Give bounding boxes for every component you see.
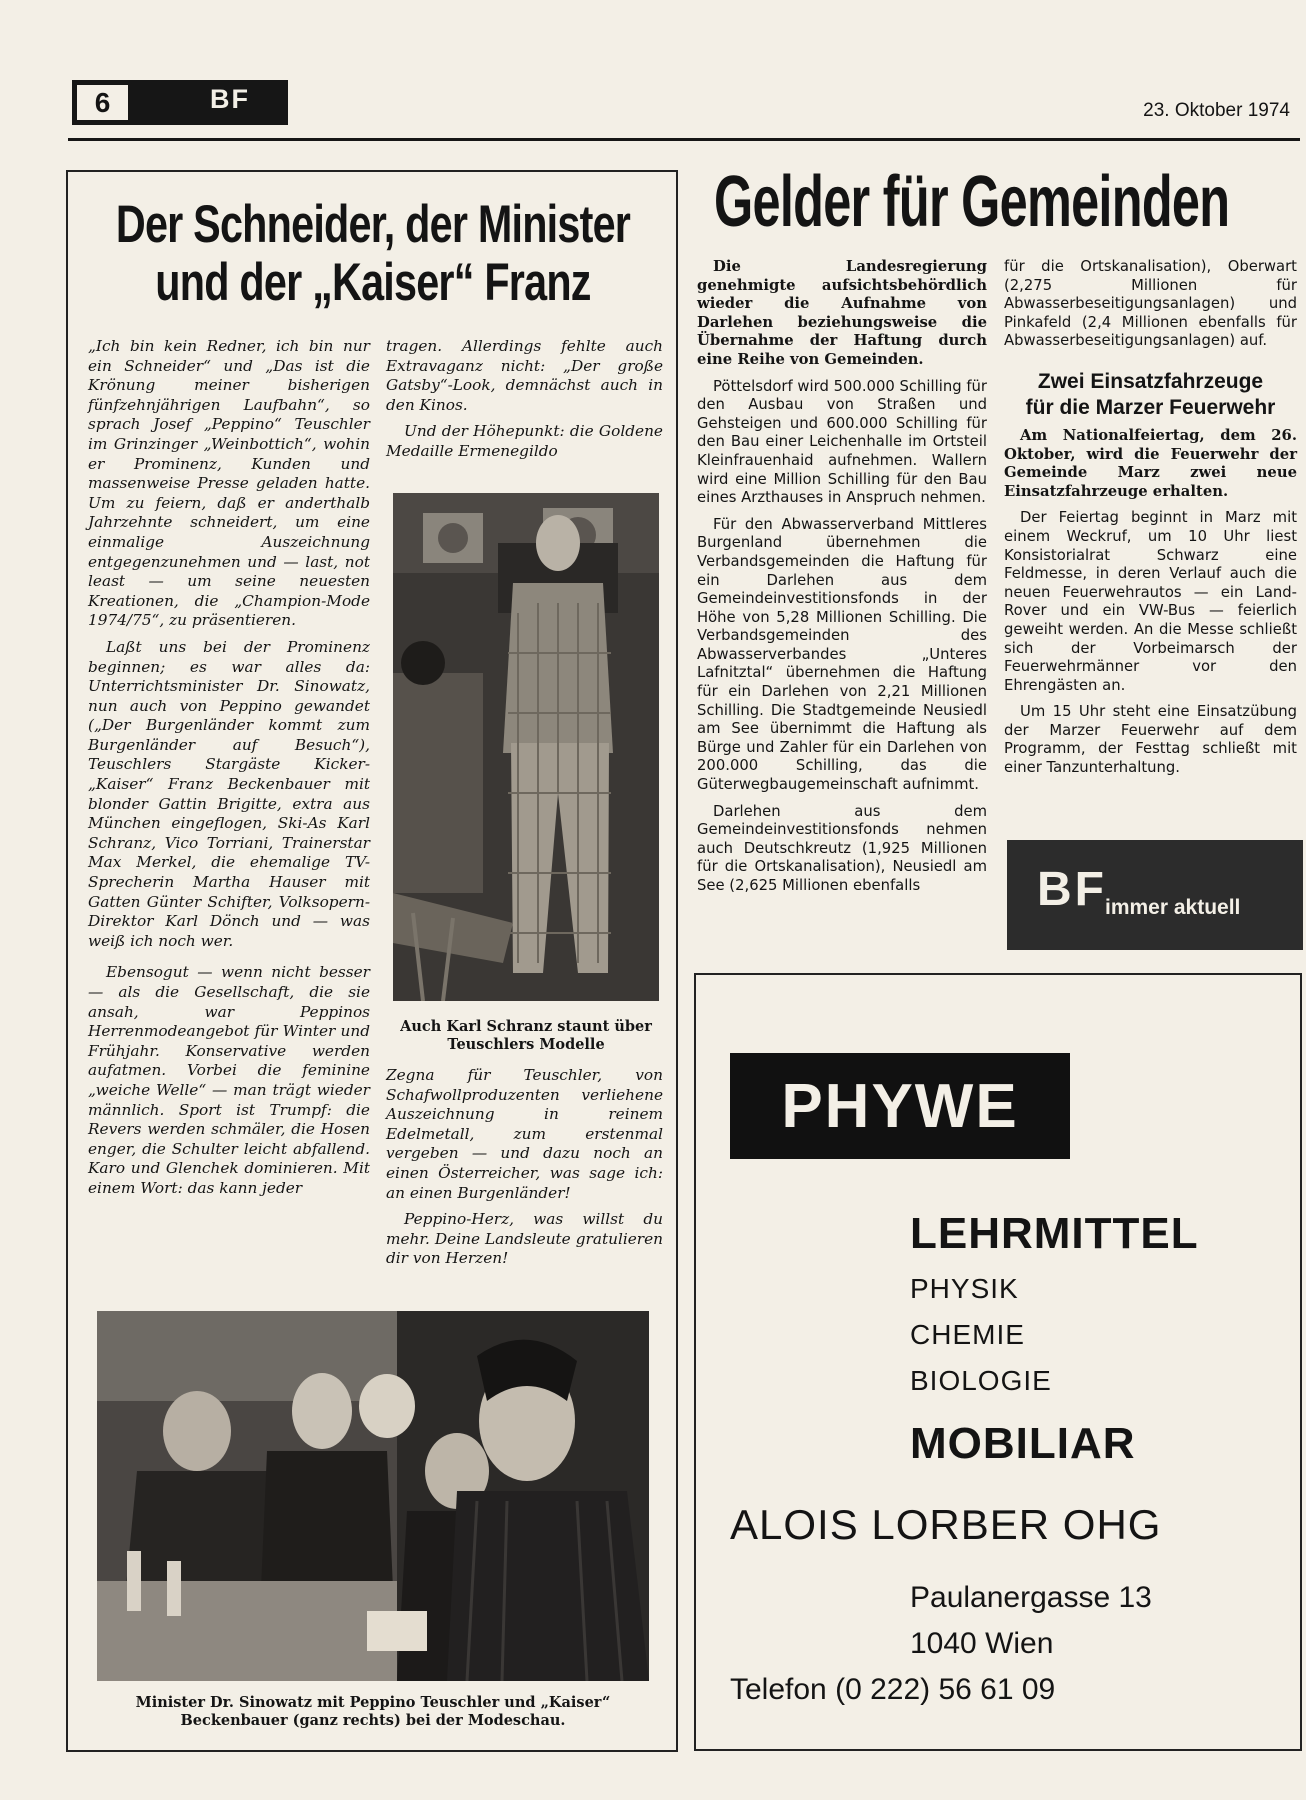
photo-guests: [97, 1311, 649, 1681]
ad-street: Paulanergasse 13: [910, 1581, 1152, 1614]
ad-company-name: ALOIS LORBER OHG: [730, 1501, 1162, 1548]
paragraph: Darlehen aus dem Gemeindeinvestitionsfonds nehmen auch Deutschkreutz (1,925 Millionen für die Ortskanalisation), Neusiedl am See (2,625 Millionen ebenfalls: [697, 802, 987, 894]
photo-caption-2: Minister Dr. Sinowatz mit Peppino Teuschler und „Kaiser“ Beckenbauer (ganz rechts) bei der Modeschau.: [135, 1694, 611, 1729]
paragraph: Laßt uns bei der Prominenz beginnen; es war alles da: Unterrichtsminister Dr. Sinowatz, nun auch von Peppino gewandet („Der Burgenländer kommt zum Burgenländer auf Besuch“), Teuschlers Stargäste Kicker-„Kaiser“ Franz Beckenbauer mit blonder Gattin Brigitte, extra aus München eingeflogen, Ski-As Karl Schranz, Vico Torriani, Trainerstar Max Merkel, die ehemalige TV-Sprecherin Martha Hauser mit Gatten Günter Schifter, Volksopern-Direktor Karl Dönch und — was weiß ich noch wer.: [88, 637, 370, 950]
ad-line-physik: PHYSIK: [910, 1273, 1019, 1304]
left-article-headline: [112, 196, 635, 312]
paragraph: Zegna für Teuschler, von Schafwollproduzenten verliehene Auszeichnung in reinem Edelmetall, zum erstenmal vergeben — und dazu noch an einen Österreicher, was sage ich: an einen Burgenländer!: [386, 1066, 663, 1202]
headline-line-2: und der „Kaiser“ Franz: [155, 253, 591, 312]
right-article-column-2: [1004, 258, 1297, 786]
paragraph: für die Ortskanalisation), Oberwart (2,275 Millionen für Abwasserbeseitigungsanlagen) und Pinkafeld (2,4 Millionen ebenfalls für Abwasserbeseitigungsanlagen) auf.: [1004, 258, 1297, 350]
paragraph: Ebensogut — wenn nicht besser — als die Gesellschaft, die sie ansah, war Peppinos Herrenmodeangebot für Winter und Frühjahr. Konservative werden aufatmen. Vorbei die feminine „weiche Welle“ — man trägt wieder männlich. Sport ist Trumpf: die Revers werden schmäler, die Hosen enger, die Schulter leicht abfallend. Karo und Glenchek dominieren. Mit einem Wort: das kann jeder: [88, 963, 370, 1197]
paragraph: Der Feiertag beginnt in Marz mit einem Weckruf, um 10 Uhr liest Konsistorialrat Schwarz eine Feldmesse, in deren Verlauf auch die neuen Feuerwehrautos — ein Land-Rover und ein VW-Bus — feierlich geweiht werden. An die Messe schließt sich der Vorbeimarsch der Feuerwehrmänner vor den Ehrengästen an.: [1004, 509, 1297, 694]
photo-fashion-show: [393, 493, 659, 1001]
right-article-column-1: [697, 258, 987, 904]
bf-promo-banner: [1007, 840, 1303, 950]
photo-illustration: [97, 1311, 649, 1681]
article-lead: Am Nationalfeiertag, dem 26. Oktober, wird die Feuerwehr der Gemeinde Marz zwei neue Einsatzfahrzeuge erhalten.: [1004, 426, 1297, 500]
paragraph: Und der Höhepunkt: die Goldene Medaille Ermenegildo: [386, 422, 663, 460]
header-rule: [68, 138, 1300, 141]
ad-city: 1040 Wien: [910, 1627, 1054, 1660]
paragraph: Um 15 Uhr steht eine Einsatzübung der Marzer Feuerwehr auf dem Programm, der Festtag schließt mit einer Tanzunterhaltung.: [1004, 703, 1297, 777]
subheadline-line-1: Zwei Einsatzfahrzeuge: [1037, 369, 1264, 393]
ad-line-chemie: CHEMIE: [910, 1319, 1025, 1350]
ad-line-biologie: BIOLOGIE: [910, 1365, 1052, 1396]
right-article-headline: Gelder für Gemeinden: [714, 162, 1230, 242]
advertisement-box: [694, 973, 1302, 1751]
page-number: 6: [75, 83, 130, 122]
issue-date: 23. Oktober 1974: [1143, 100, 1290, 121]
publication-logo: BF: [210, 84, 250, 114]
paragraph: Für den Abwasserverband Mittleres Burgenland übernehmen die Verbandsgemeinden die Haftung für ein Darlehen aus dem Gemeindeinvestitionsfonds in der Höhe von 5,28 Millionen Schilling. Die Verbandsgemeinden des Abwasserverbandes „Unteres Lafnitztal“ übernehmen die Haftung für ein Darlehen von 2,21 Millionen Schilling. Die Stadtgemeinde Neusiedl am See übernimmt die Haftung als Bürge und Zahler für ein Darlehen von 200.000 Schilling, das die Güterwegbaugemeinschaft aufnimmt.: [697, 515, 987, 794]
photo-illustration: [393, 493, 659, 1001]
paragraph: tragen. Allerdings fehlte auch Extravaganz nicht: „Der große Gatsby“-Look, demnächst auch in den Kinos.: [386, 337, 663, 414]
subheadline: [1004, 369, 1297, 421]
photo-caption-1: Auch Karl Schranz staunt über Teuschlers Modelle: [400, 1018, 652, 1053]
paragraph: Pöttelsdorf wird 500.000 Schilling für den Ausbau von Straßen und Gehsteigen und 600.000 Schilling für den Bau einer Leichenhalle im Ortsteil Kleinfrauenhaid aufnehmen. Wallern wird eine Million Schilling für den Bau eines Arzthauses in Anspruch nehmen.: [697, 377, 987, 507]
left-article-column-2: [386, 337, 663, 469]
brand-logo-text: PHYWE: [781, 1072, 1019, 1141]
ad-line-mobiliar: MOBILIAR: [910, 1419, 1136, 1468]
banner-tagline: immer aktuell: [1105, 896, 1241, 919]
headline-line-1: Der Schneider, der Minister: [115, 195, 631, 254]
left-article-column-2-continued: [386, 1066, 663, 1276]
ad-phone: Telefon (0 222) 56 61 09: [730, 1673, 1056, 1706]
banner-logo: BF: [1037, 863, 1107, 916]
brand-logo-box: [730, 1053, 1070, 1159]
left-article-column-1: [88, 337, 370, 1206]
ad-line-lehrmittel: LEHRMITTEL: [910, 1209, 1199, 1258]
paragraph: Peppino-Herz, was willst du mehr. Deine Landsleute gratulieren dir von Herzen!: [386, 1210, 663, 1268]
subheadline-line-2: für die Marzer Feuerwehr: [1025, 395, 1276, 419]
paragraph: „Ich bin kein Redner, ich bin nur ein Schneider“ und „Das ist die Krönung meiner bisherigen fünfzehnjährigen Laufbahn“, so sprach Josef „Peppino“ Teuschler im Grinzinger „Weinbottich“, wohin er Prominenz, Kunden und massenweise Presse geladen hatte. Um zu feiern, daß er anderthalb Jahrzehnte schneidert, um eine einmalige Auszeichnung entgegenzunehmen und — last, not least — um seine neuesten Kreationen, die „Champion-Mode 1974/75“, zu präsentieren.: [88, 337, 370, 630]
article-lead: Die Landesregierung genehmigte aufsichtsbehördlich wieder die Aufnahme von Darlehen beziehungsweise die Übernahme der Haftung durch eine Reihe von Gemeinden.: [697, 258, 987, 368]
